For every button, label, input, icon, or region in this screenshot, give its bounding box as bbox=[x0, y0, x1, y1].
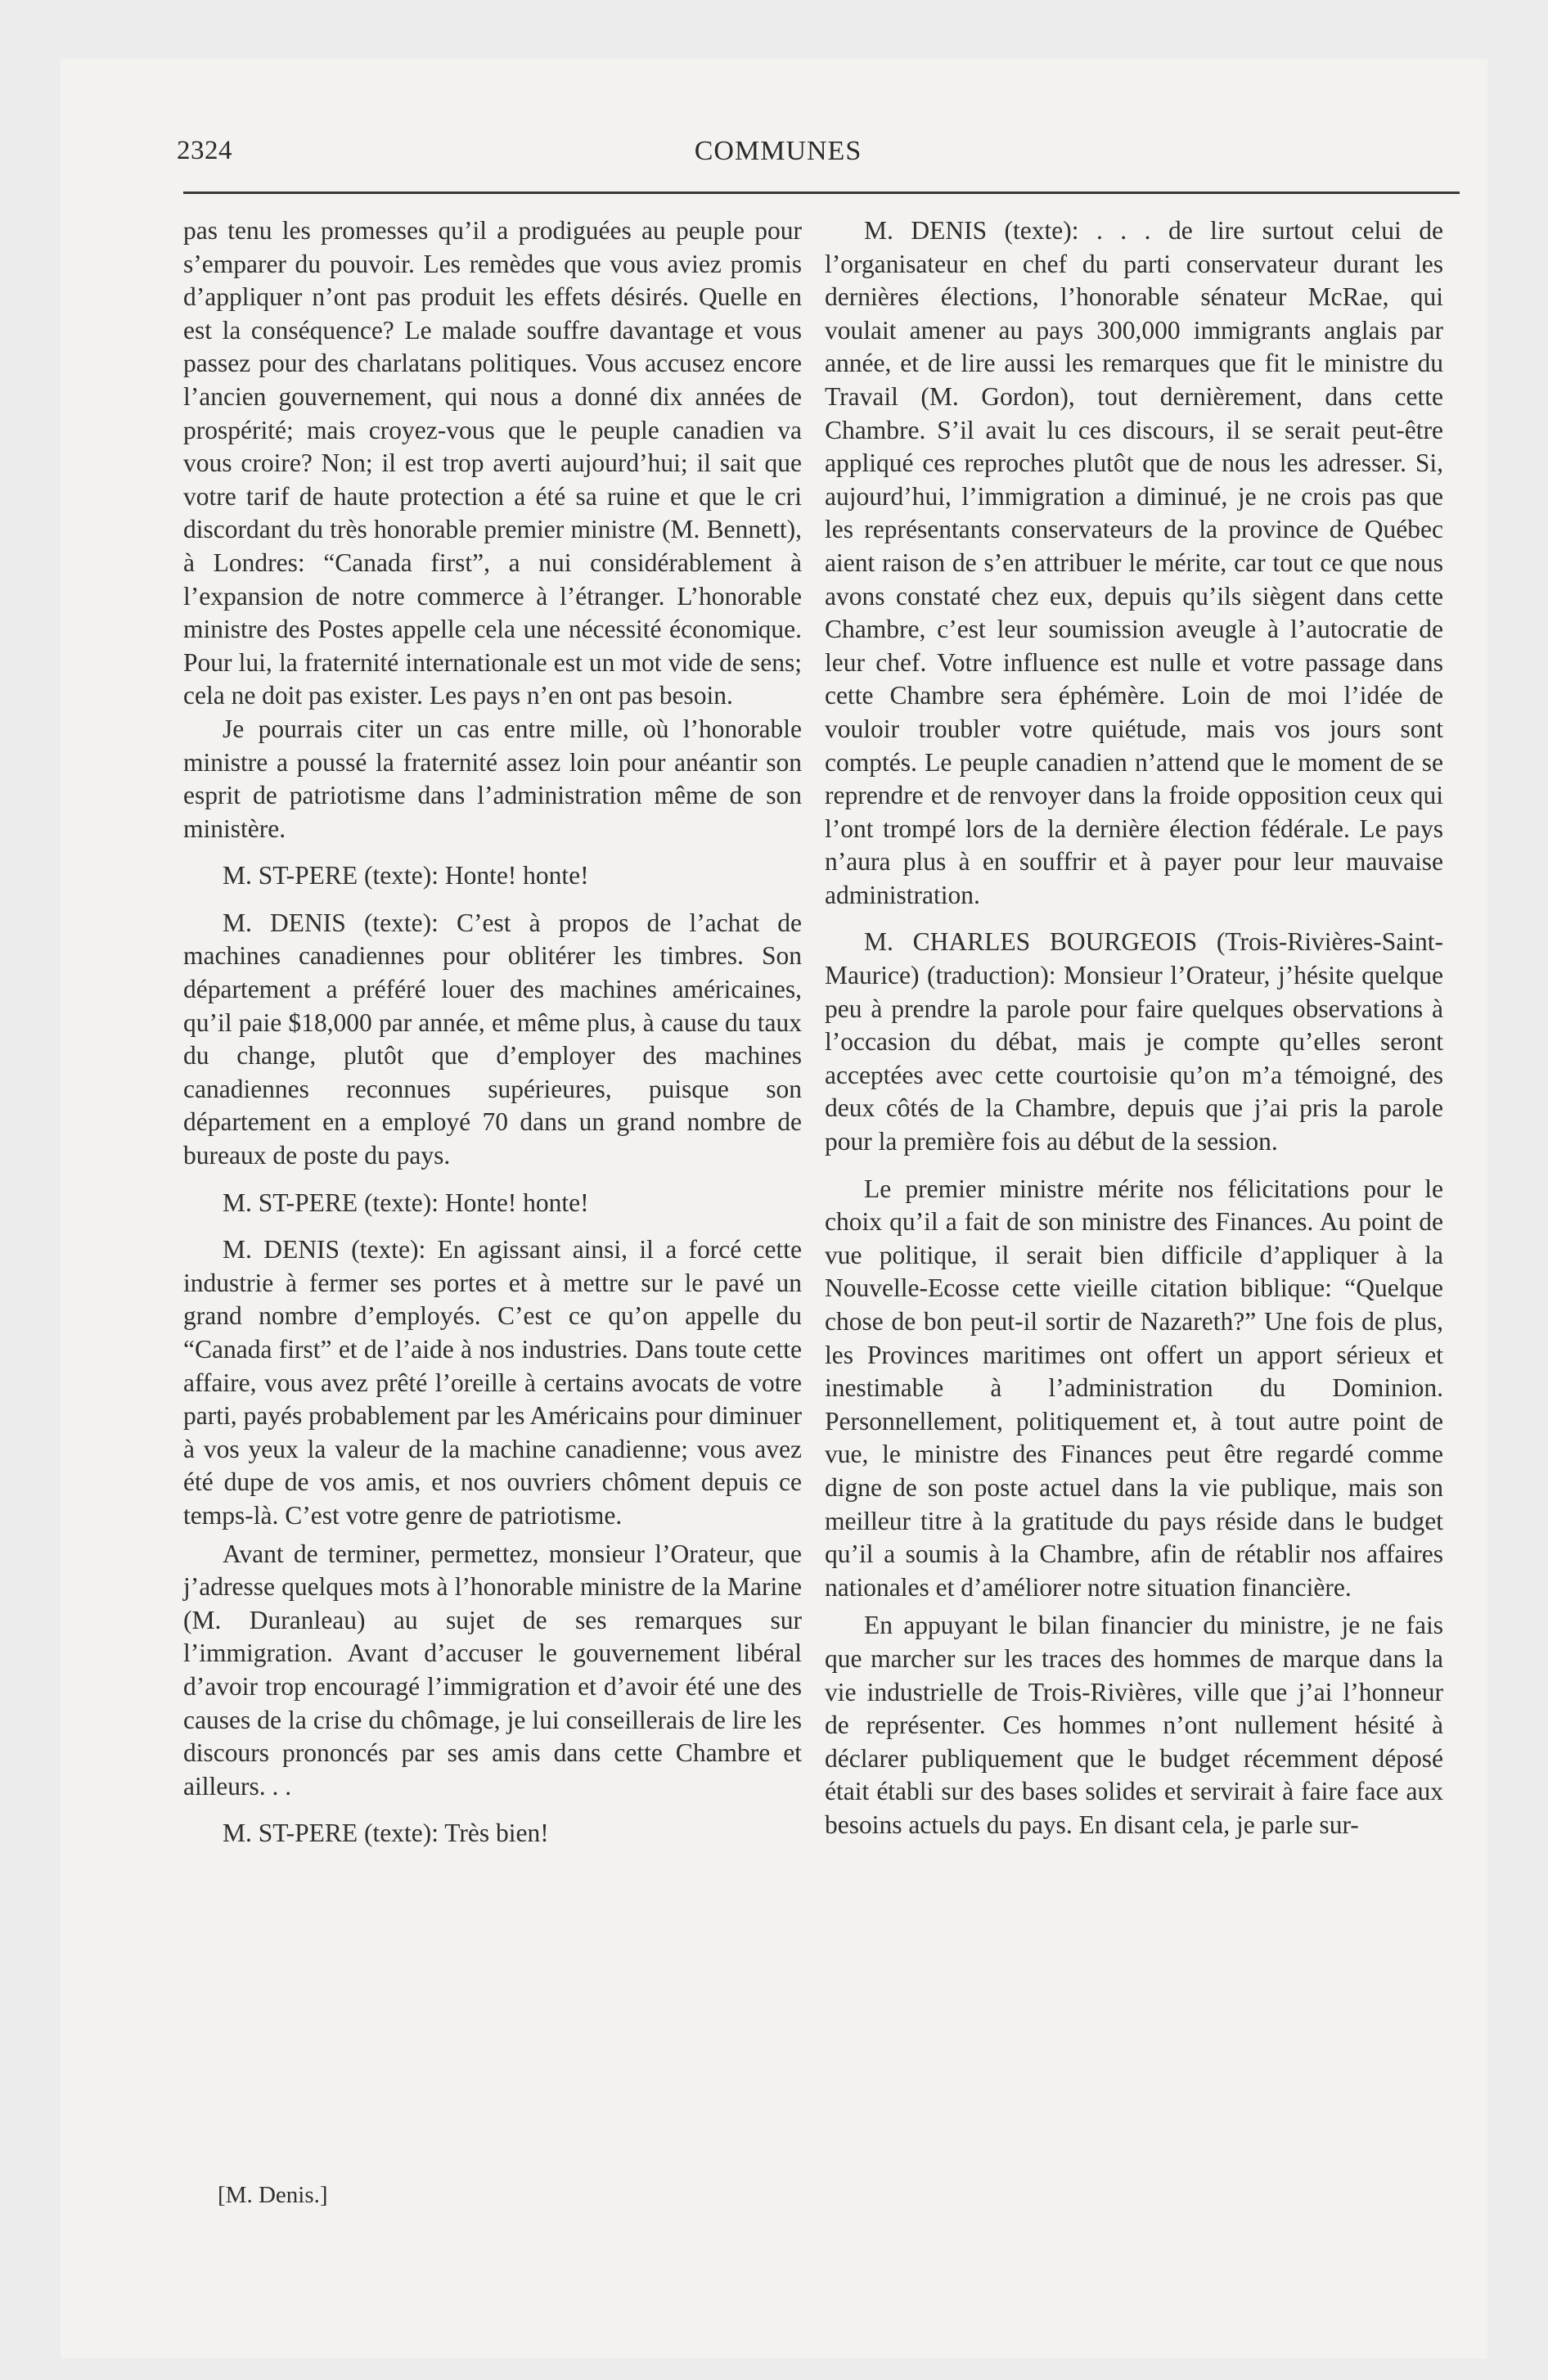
speaker-interjection: M. ST-PERE (texte): Honte! honte! bbox=[223, 861, 589, 890]
paragraph: En appuyant le bilan financier du ministre, je ne fais que marcher sur les traces des hommes de marque dans la vie industrielle de Trois-Rivières, ville que j’ai l’honneur de représenter. Ces hommes n’ont nullement hésité à déclarer publiquement que le budget récemment déposé était établi sur des bases solides et servirait à faire face aux besoins actuels du pays. En disant cela, je parle sur- bbox=[825, 1611, 1443, 1839]
paragraph: Le premier ministre mérite nos félicitations pour le choix qu’il a fait de son ministre des Finances. Au point de vue politique, il serait bien difficile d’appliquer à la Nouvelle-Ecosse cette vieille citation biblique: “Quelque chose de bon peut-il sortir de Nazareth?” Une fois de plus, les Provinces maritimes ont offert un apport sérieux et inestimable à l’administration du Dominion. Personnellement, politiquement et, à tout autre point de vue, le ministre des Finances peut être regardé comme digne de son poste actuel dans la vie publique, mais son meilleur titre à la gratitude du pays réside dans le budget qu’il a soumis à la Chambre, afin de rétablir nos affaires nationales et d’améliorer notre situation financière. bbox=[825, 1174, 1443, 1602]
speaker-paragraph: M. DENIS (texte): C’est à propos de l’achat de machines canadiennes pour oblitérer les timbres. Son département a préféré louer des machines américaines, qu’il paie $18,000 par année, et même plus, à cause du taux du change, plutôt que d’employer des machines canadiennes reconnues supérieures, puisque son département en a employé 70 dans un grand nombre de bureaux de poste du pays. bbox=[183, 908, 802, 1170]
paragraph: pas tenu les promesses qu’il a prodiguées au peuple pour s’emparer du pouvoir. Les remèdes que vous aviez promis d’appliquer n’ont pas produit les effets désirés. Quelle en est la conséquence? Le malade souffre davantage et vous passez pour des charlatans politiques. Vous accusez encore l’ancien gouvernement, qui nous a donné dix années de prospérité; mais croyez-vous que le peuple canadien va vous croire? Non; il est trop averti aujourd’hui; il sait que votre tarif de haute protection a été sa ruine et que le cri discordant du très honorable premier ministre (M. Bennett), à Londres: “Canada first”, a nui considérablement à l’expansion de notre commerce à l’étranger. L’honorable ministre des Postes appelle cela une nécessité économique. Pour lui, la fraternité internationale est un mot vide de sens; cela ne doit pas exister. Les pays n’en ont pas besoin. bbox=[183, 216, 802, 710]
left-column bbox=[183, 214, 802, 1850]
speaker-interjection: M. ST-PERE (texte): Très bien! bbox=[223, 1819, 549, 1848]
speaker-paragraph: M. CHARLES BOURGEOIS (Trois-Rivières-Saint-Maurice) (traduction): Monsieur l’Orateur, j’hésite quelque peu à prendre la parole pour faire quelques observations à l’occasion du débat, mais je compte qu’elles seront acceptées avec cette courtoisie qu’on m’a témoigné, des deux côtés de la Chambre, depuis que j’ai pris la parole pour la première fois au début de la session. bbox=[825, 927, 1443, 1156]
speaker-paragraph: M. DENIS (texte): . . . de lire surtout celui de l’organisateur en chef du parti conservateur durant les dernières élections, l’honorable sénateur McRae, qui voulait amener au pays 300,000 immigrants anglais par année, et de lire aussi les remarques que fit le ministre du Travail (M. Gordon), tout dernièrement, dans cette Chambre. S’il avait lu ces discours, il se serait peut-être appliqué ces reproches plutôt que de nous les adresser. Si, aujourd’hui, l’immigration a diminué, je ne crois pas que les représentants conservateurs de la province de Québec aient raison de s’en attribuer le mérite, car tout ce que nous avons constaté chez eux, depuis qu’ils siègent dans cette Chambre, c’est leur soumission aveugle à l’autocratie de leur chef. Votre influence est nulle et votre passage dans cette Chambre sera éphémère. Loin de moi l’idée de vouloir troubler votre quiétude, mais vos jours sont comptés. Le peuple canadien n’attend que le moment de se reprendre et de renvoyer dans la froide opposition ceux qui l’ont trompé lors de la dernière élection fédérale. Le pays n’aura plus à en souffrir et à payer pour leur mauvaise administration. bbox=[825, 216, 1443, 909]
speaker-paragraph: M. DENIS (texte): En agissant ainsi, il a forcé cette industrie à fermer ses portes et à mettre sur le pavé un grand nombre d’employés. C’est ce qu’on appelle du “Canada first” et de l’aide à nos industries. Dans toute cette affaire, vous avez prêté l’oreille à certains avocats de votre parti, payés probablement par les Américains pour diminuer à vos yeux la valeur de la machine canadienne; vous avez été dupe de vos amis, et nos ouvriers chôment depuis ce temps-là. C’est votre genre de patriotisme. bbox=[183, 1235, 802, 1530]
speaker-footer-note: [M. Denis.] bbox=[218, 2182, 328, 2208]
header-rule bbox=[183, 192, 1460, 194]
right-column bbox=[825, 214, 1443, 1842]
paragraph: Avant de terminer, permettez, monsieur l’Orateur, que j’adresse quelques mots à l’honorable ministre de la Marine (M. Duranleau) au sujet de ses remarques sur l’immigration. Avant d’accuser le gouvernement libéral d’avoir trop encouragé l’immigration et d’avoir été une des causes de la crise du chômage, je lui conseillerais de lire les discours prononcés par ses amis dans cette Chambre et ailleurs. . . bbox=[183, 1539, 802, 1801]
paragraph: Je pourrais citer un cas entre mille, où l’honorable ministre a poussé la fraternité assez loin pour anéantir son esprit de patriotisme dans l’administration même de son ministère. bbox=[183, 714, 802, 843]
page-header bbox=[115, 136, 1442, 178]
speaker-interjection: M. ST-PERE (texte): Honte! honte! bbox=[223, 1188, 589, 1217]
running-head: COMMUNES bbox=[694, 136, 862, 166]
page-number: 2324 bbox=[177, 136, 232, 165]
